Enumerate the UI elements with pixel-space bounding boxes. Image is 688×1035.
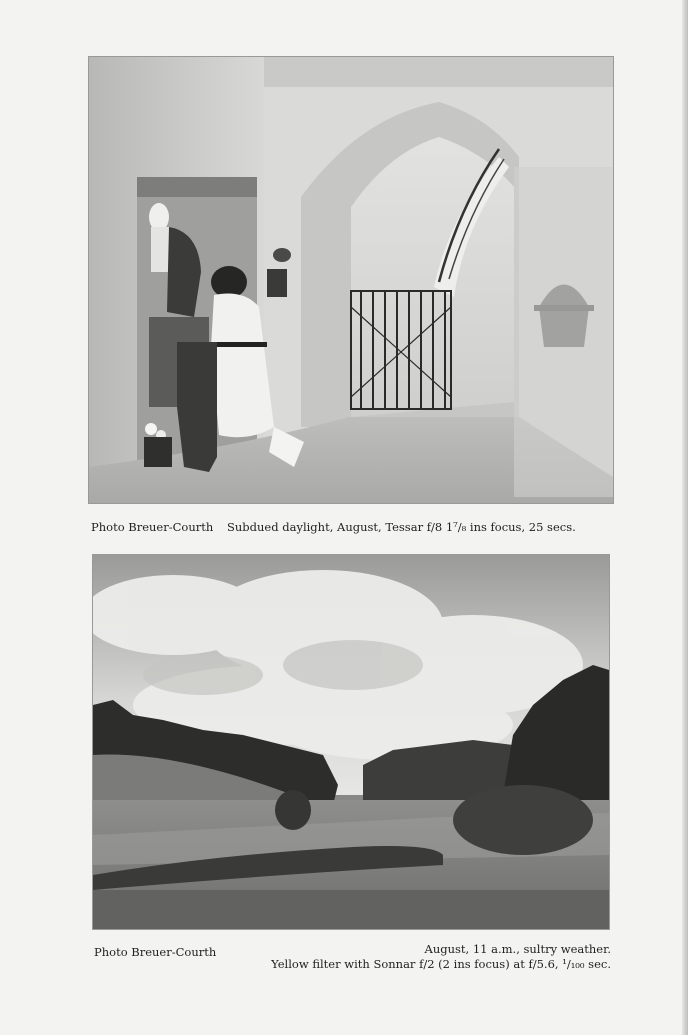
page-edge-shadow xyxy=(682,0,688,1035)
interior-scene-illustration xyxy=(89,57,613,503)
landscape-photograph xyxy=(92,554,610,930)
bottom-photo-date-weather: August, 11 a.m., sultry weather. xyxy=(424,942,611,956)
top-photo-credit: Photo Breuer-Courth xyxy=(91,520,214,534)
top-photo-exposure-details: Subdued daylight, August, Tessar f/8 1⁷/₈ ins focus, 25 secs. xyxy=(227,520,576,534)
landscape-scene-illustration xyxy=(93,555,609,929)
bottom-photo-exposure-details: Yellow filter with Sonnar f/2 (2 ins focus) at f/5.6, ¹/₁₀₀ sec. xyxy=(271,957,611,971)
bottom-photo-credit: Photo Breuer-Courth xyxy=(94,945,217,959)
interior-photograph xyxy=(88,56,614,504)
